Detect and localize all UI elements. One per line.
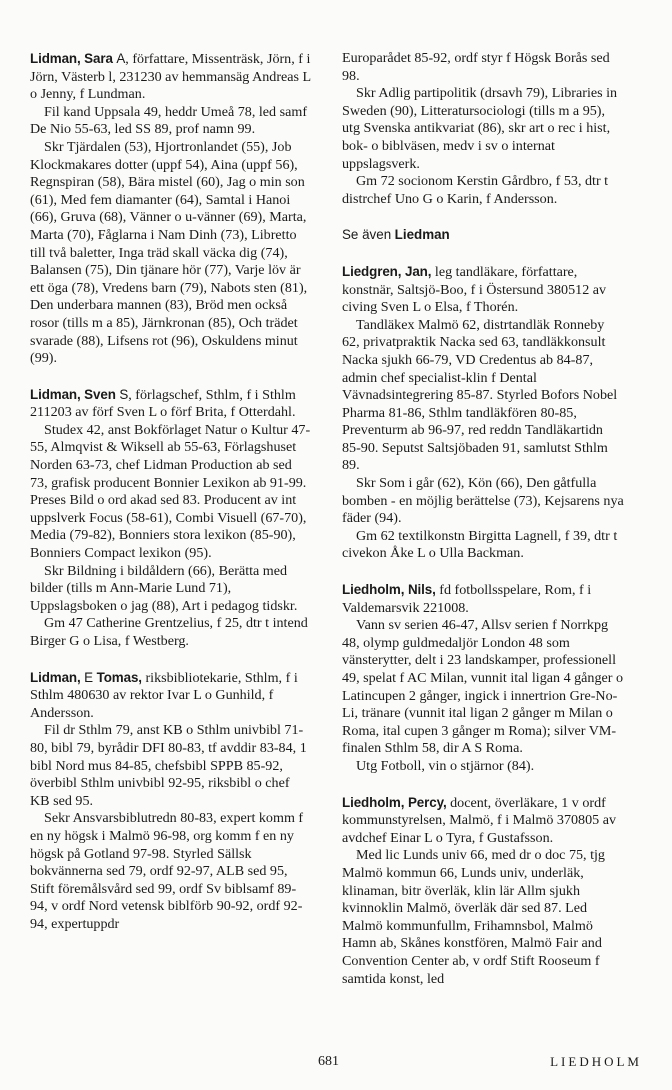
entry-headword: Liedholm, Nils,: [342, 582, 436, 598]
entry-paragraph: Med lic Lunds univ 66, med dr o doc 75, tjg Malmö kommun 66, Lunds univ, underläk, klinaman, bitr överläk, klin lär Allm sjukh kvinnoklin Malmö, överläk där sed 87. Led Malmö kommunfullm, Frihamnsbol, Malmö Hamn ab, Skånes konstfören, Malmö Fair and Convention Center ab, v ordf Stift Rooseum f samtida konst, led: [342, 847, 605, 987]
entry-paragraph: Sekr Ansvarsbiblutredn 80-83, expert komm f en ny högsk i Malmö 96-98, org komm f en ny högsk på Gotland 97-98. Styrled Sällsk bokvännerna sed 79, ordf 92-97, ALB sed 95, Stift föremålsvård sed 99, ordf Sv biblsamf 89-94, v ordf Nord vetensk biblförb 90-92, ordf 92-94, expertuppdr: [30, 810, 304, 932]
continuation-paragraph: Europarådet 85-92, ordf styr f Högsk Borås sed 98.: [342, 50, 610, 84]
entry-liedholm-nils: [342, 581, 624, 776]
entry-paragraph: Gm 47 Catherine Grentzelius, f 25, dtr t intend Birger G o Lisa, f Westberg.: [30, 615, 308, 649]
entry-surname: Lidman,: [30, 51, 81, 66]
entry-paragraph: Utg Fotboll, vin o stjärnor (84).: [356, 757, 535, 774]
see-also-label: Se även: [342, 227, 392, 243]
entry-headword: Liedholm, Percy,: [342, 794, 447, 810]
page-footer: [0, 1054, 672, 1074]
entry-liedholm-percy: [342, 794, 624, 989]
entry-paragraph: Tandläkex Malmö 62, distrtandläk Ronneby 62, privatpraktik Nacka sed 63, tandläkkonsult Nacka sjukh 66-79, VD Credentus ab 84-87, admin chef specialist-klin f Dental Vävnadsintegrering 85-87. Styrled Bofors Nobel Pharma 81-86, Sthlm tandläkfören 80-85, Preventurm ab 96-97, red reddn Tandläkartidn 85-90. Seputst Saltsjöbaden 91, samlutst Sthlm 89.: [342, 316, 618, 474]
entry-first-paragraph: [342, 263, 624, 317]
entry-lidman-tomas: [30, 669, 312, 934]
entry-surname: Lidman,: [30, 669, 81, 685]
see-also-link[interactable]: Liedman: [394, 227, 450, 243]
left-column: [30, 50, 312, 952]
entry-paragraph: Fil dr Sthlm 79, anst KB o Sthlm univbibl 71-80, bibl 79, byrådir DFI 80-83, tf avddir 83-84, 1 bibl Nord mus 84-85, chefsbibl SPPB 85-92, överbibl Sthlm univbibl 92-95, riksbibl o chef KB sed 95.: [30, 722, 307, 809]
see-also: [342, 226, 624, 245]
entry-given-name: Sara: [84, 51, 113, 66]
entry-first-paragraph: [342, 581, 624, 617]
entry-paragraph: Gm 62 textilkonstn Birgitta Lagnell, f 39, dtr t civekon Åke L o Ulla Backman.: [342, 527, 618, 562]
continuation-paragraph: Gm 72 socionom Kerstin Gårdbro, f 53, dtr t distrchef Uno G o Karin, f Andersson.: [342, 173, 609, 207]
entry-name-initial: A: [116, 51, 126, 66]
entry-paragraph: Vann sv serien 46-47, Allsv serien f Norrkpg 48, olymp guldmedaljör London 48 som vänsterytter, delt i 23 landskamper, professionell 49, spelat f AC Milan, vunnit ital ligan 4 gånger o Latincupen 2 gånger, ingick i innertrion Gre-No-Li, tränare (vunnit ital ligan 2 gånger m Milan o Roma, ital cupen 3 gånger m Roma); silver VM-finalen Sthlm 58, dir A S Roma.: [342, 617, 624, 757]
continuation-paragraph: Skr Adlig partipolitik (drsavh 79), Libraries in Sweden (90), Litteratursociologi (tills m a 95), utg Svenska antikvariat (86), skr art o rec i hist, bok- o biblväsen, medv i sv o internat uppslagsverk.: [342, 85, 618, 172]
entry-name-initial: E: [84, 669, 94, 685]
entry-paragraph: Studex 42, anst Bokförlaget Natur o Kultur 47-55, Almqvist & Wiksell ab 55-63, Förlagshuset Norden 63-73, chef Lidman Production ab sed 73, grafisk producent Bonnier Lexikon ab 91-99. Preses Bild o ord akad sed 83. Producent av int uppslverk Focus (58-61), Combi Visuell (67-70), Media (79-82), Bonniers stora lexikon (85-90), Bonniers Compact lexikon (95).: [30, 421, 311, 562]
right-column: [342, 50, 624, 1006]
entry-intro: , författare, Missenträsk, Jörn, f i Jörn, Västerb l, 231230 av hemmansäg Andreas L o Jenny, f Lundman.: [30, 51, 311, 103]
entry-first-paragraph: [30, 386, 312, 422]
entry-intro: , förlagschef, Sthlm, f i Sthlm 211203 av förf Sven L o förf Brita, f Otterdahl.: [30, 386, 296, 421]
entry-given-name: Sven: [84, 386, 116, 402]
entry-paragraph: Skr Tjärdalen (53), Hjortronlandet (55), Job Klockmakares dotter (uppf 54), Aina (uppf 56), Regnspiran (58), Bära mistel (60), Jag o min son (61), Med fem diamanter (64), Samtal i Hanoi (66), Gruva (68), Vänner o u-vänner (69), Marta, Marta (70), Fåglarna i Nam Dinh (73), Libretto till två baletter, Inga träd skall väcka dig (74), Balansen (75), Din tjänare hör (77), Varje löv är ett öga (78), Vredens barn (79), Nabots sten (81), Den underbara mannen (83), Bröd men också rosor (tills m a 85), Järnkronan (85), Och trädet svarade (88), Lifsens rot (96), Oskuldens minut (99).: [30, 138, 308, 367]
entry-name-initial: S: [119, 386, 129, 402]
entry-headword: Liedgren, Jan,: [342, 263, 432, 279]
entry-intro: leg tandläkare, författare, konstnär, Saltsjö-Boo, f i Östersund 380512 av civing Sven L o Elsa, f Thorén.: [342, 263, 607, 316]
entry-paragraph: Fil kand Uppsala 49, heddr Umeå 78, led samf De Nio 55-63, led SS 89, prof namn 99.: [30, 103, 308, 138]
entry-intro: riksbibliotekarie, Sthlm, f i Sthlm 480630 av rektor Ivar L o Gunhild, f Andersson.: [30, 669, 298, 721]
entry-continuation: [342, 50, 624, 208]
entry-intro: docent, överläkare, 1 v ordf kommunstyrelsen, Malmö, f i Malmö 370805 av avdchef Einar L o Tyra, f Gustafsson.: [342, 794, 617, 846]
entry-paragraph: Skr Som i går (62), Kön (66), Den gåtfulla bomben - en möjlig berättelse (73), Kejsarens nya fäder (94).: [342, 475, 624, 527]
entry-first-paragraph: [30, 669, 312, 723]
entry-first-paragraph: [342, 794, 624, 848]
entry-lidman-sara: [30, 50, 312, 368]
page: [30, 50, 642, 1090]
entry-first-paragraph: [30, 50, 312, 104]
entry-surname: Lidman,: [30, 386, 81, 402]
entry-lidman-sven: [30, 386, 312, 651]
running-head: LIEDHOLM: [550, 1054, 642, 1069]
entry-liedgren-jan: [342, 263, 624, 563]
entry-given-name: Tomas,: [96, 669, 142, 685]
entry-paragraph: Skr Bildning i bildåldern (66), Berätta med bilder (tills m Ann-Marie Lund 71), Uppslagsboken o jag (88), Art i pedagog tidskr.: [30, 562, 298, 614]
page-number: 681: [318, 1054, 339, 1069]
entry-intro: fd fotbollsspelare, Rom, f i Valdemarsvik 221008.: [342, 582, 592, 616]
